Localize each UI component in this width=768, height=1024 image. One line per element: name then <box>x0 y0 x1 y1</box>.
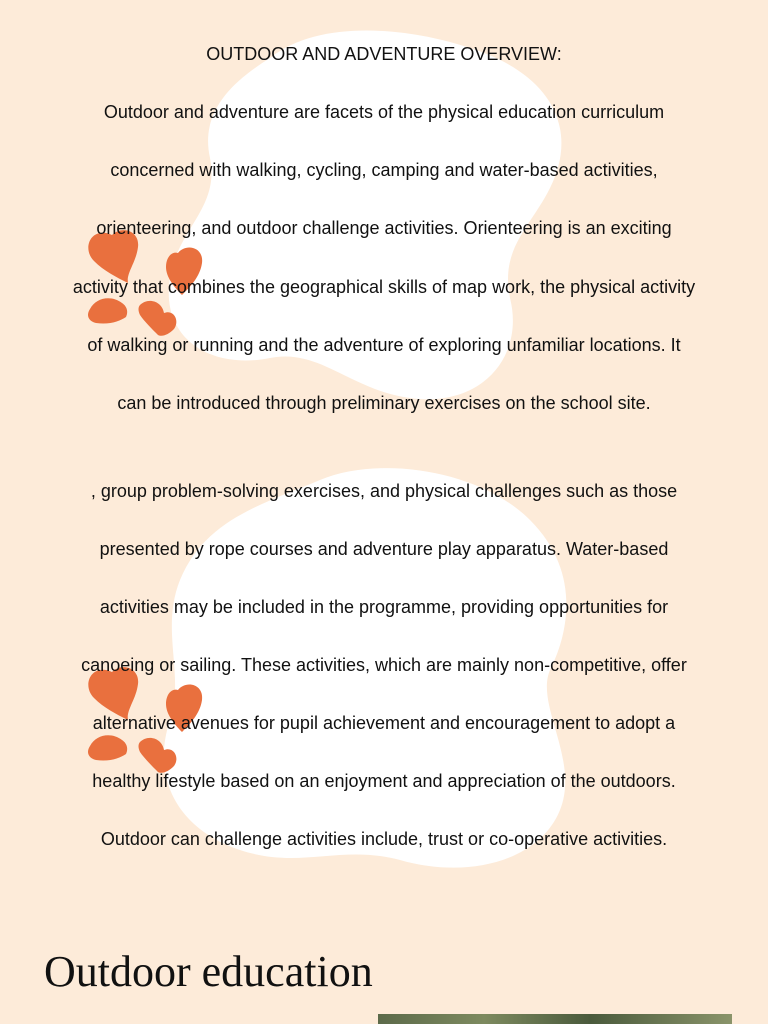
section-title: Outdoor education <box>44 947 373 996</box>
paragraph1-line: of walking or running and the adventure of exploring unfamiliar locations. It <box>87 335 681 355</box>
paragraph1-line: orienteering, and outdoor challenge activities. Orienteering is an exciting <box>96 218 672 238</box>
paragraph1-line: can be introduced through preliminary exercises on the school site. <box>117 393 651 413</box>
paragraph2-line: alternative avenues for pupil achievement and encouragement to adopt a <box>92 713 676 733</box>
paragraph1-line: Outdoor and adventure are facets of the physical education curriculum <box>103 102 665 122</box>
paragraph2-line: presented by rope courses and adventure play apparatus. Water-based <box>99 539 669 559</box>
paragraph2-line: canoeing or sailing. These activities, which are mainly non-competitive, offer <box>81 655 687 675</box>
paragraph1-line: activity that combines the geographical skills of map work, the physical activity <box>72 277 696 297</box>
paragraph2-line: Outdoor can challenge activities include, trust or co-operative activities. <box>100 829 668 849</box>
paragraph1-line: concerned with walking, cycling, camping and water-based activities, <box>110 160 658 180</box>
overview-heading: OUTDOOR AND ADVENTURE OVERVIEW: <box>206 44 562 64</box>
paragraph2-line: healthy lifestyle based on an enjoyment and appreciation of the outdoors. <box>92 771 676 791</box>
paragraph2-line: activities may be included in the programme, providing opportunities for <box>99 597 669 617</box>
paragraph2-line: , group problem-solving exercises, and physical challenges such as those <box>90 481 678 501</box>
outdoor-photo <box>378 1014 732 1024</box>
